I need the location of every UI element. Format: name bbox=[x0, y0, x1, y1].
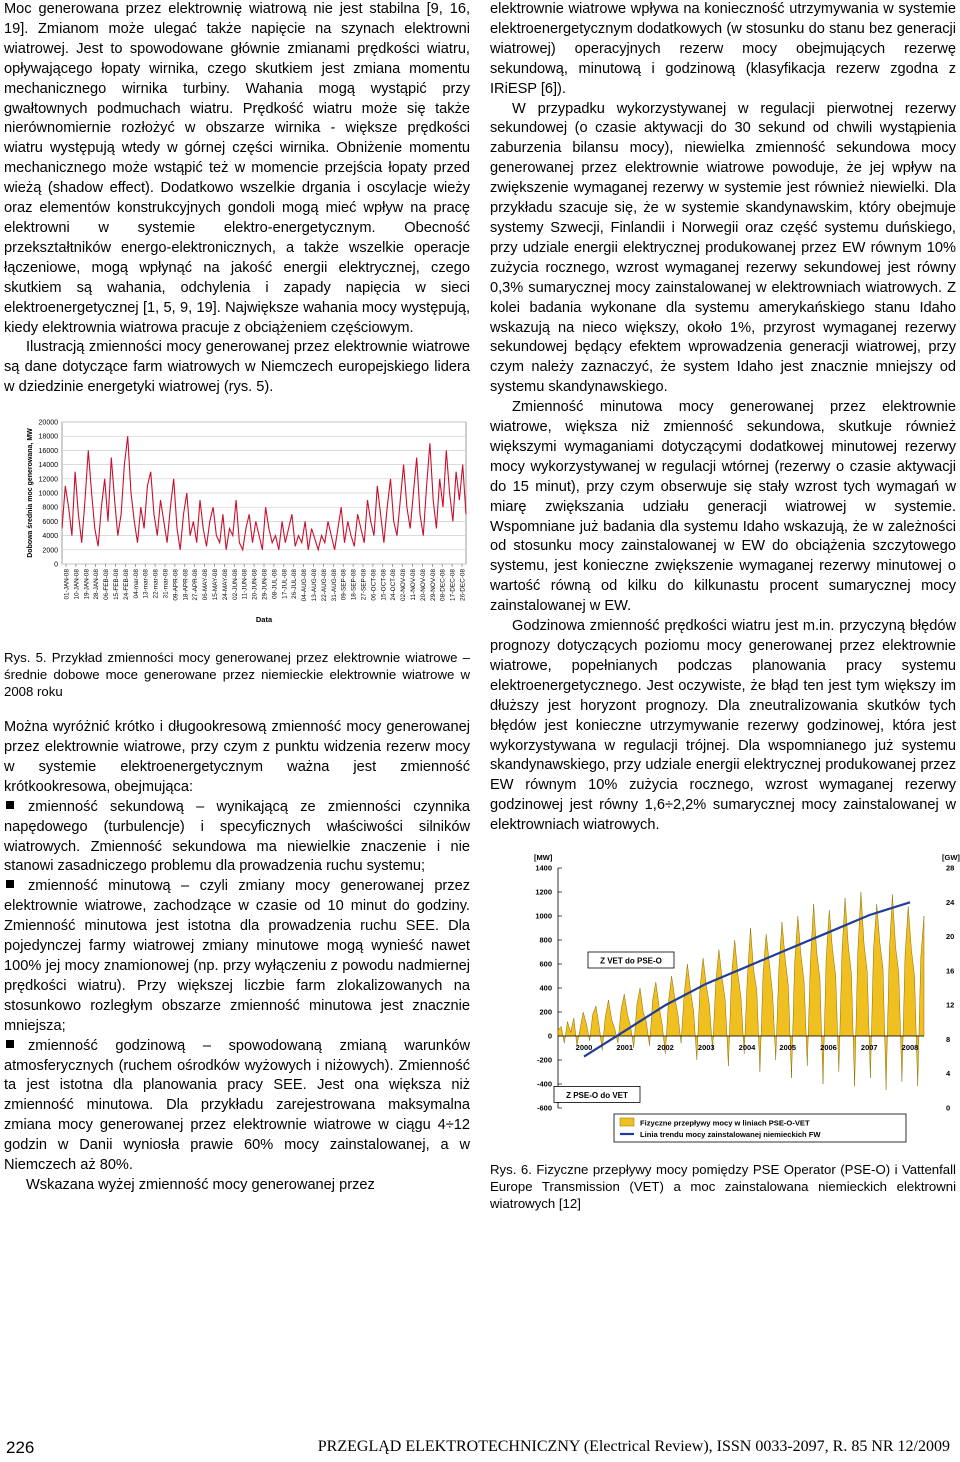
paragraph: Zmienność minutowa mocy generowanej przez elektrownie wiatrowe, większa niż zmienność sekundowa, skutkuje również większymi wymaganiami dotyczącymi dodatkowej minutowej rezerwy mocy wykorzystywanej w regulacji wtórnej (rezerwy o czasie aktywacji do 15 minut), przy czym obserwuje się stały wzrost tych wymagań w miarę zwiększania udziału generacji wiatrowej w systemie. Wspomniane już badania dla systemu Idaho wskazują, że w zależności od stosunku mocy zainstalowanej w EW do obciążenia szczytowego systemu, jest konieczne zwiększenie wymaganej rezerwy minutowej o wartość równą od kilku do kilkunastu procent sumarycznej mocy zainstalowanej w EW. bbox=[490, 399, 956, 615]
figure-6 bbox=[504, 846, 960, 1151]
y-tick-label: 16000 bbox=[38, 448, 58, 456]
x-tick-label: 15-FEB-08 bbox=[113, 569, 120, 601]
x-tick-label: 11-NOV-08 bbox=[410, 569, 417, 601]
journal-title: PRZEGLĄD ELEKTROTECHNICZNY (Electrical Review), ISSN 0033-2097, R. 85 NR 12/2009 bbox=[317, 1438, 950, 1455]
x-tick-label: 18-APR-08 bbox=[182, 569, 190, 601]
left-tick-label: 200 bbox=[539, 1007, 552, 1017]
right-axis-unit: [GW] bbox=[942, 853, 960, 863]
page-footer bbox=[0, 1436, 960, 1462]
paragraph: Wskazana wyżej zmienność mocy generowanej przez bbox=[26, 1176, 375, 1193]
paragraph: Ilustracją zmienności mocy generowanej przez elektrownie wiatrowe są dane dotyczące farm wiatrowych w Niemczech europejskiego lidera w dziedzinie energetyki wiatrowej (rys. 5). bbox=[4, 339, 470, 396]
page-number: 226 bbox=[6, 1438, 35, 1457]
power-flow-area bbox=[558, 892, 924, 1090]
x-tick-label: 2003 bbox=[697, 1043, 715, 1053]
right-tick-label: 24 bbox=[946, 897, 955, 907]
list-item: zmienność sekundową – wynikającą ze zmienności czynnika napędowego (turbulencje) i specyficznych właściwości silników wiatrowych. Zmienność sekundowa ma niewielkie znaczenie i nie stanowi zasadniczego problemu dla prowadzenia ruchu systemu; bbox=[4, 798, 470, 875]
x-tick-label: 27-APR-08 bbox=[192, 569, 200, 601]
x-tick-label: 15-OCT-08 bbox=[380, 569, 388, 601]
x-tick-label: 15-MAY-08 bbox=[212, 569, 219, 601]
x-tick-label: 10-JAN-08 bbox=[73, 569, 81, 600]
legend-label: Linia trendu mocy zainstalowanej niemieckich FW bbox=[640, 1130, 821, 1140]
right-tick-label: 16 bbox=[946, 966, 955, 976]
x-tick-label: 06-FEB-08 bbox=[103, 569, 111, 601]
left-tick-label: 1000 bbox=[535, 911, 552, 921]
x-tick-label: 17-DEC-08 bbox=[449, 569, 457, 602]
left-column bbox=[4, 0, 470, 1196]
annotation-label: Z PSE-O do VET bbox=[566, 1090, 628, 1100]
x-tick-label: 2000 bbox=[575, 1043, 593, 1053]
left-tick-label: 800 bbox=[539, 935, 552, 945]
power-flow-chart bbox=[504, 846, 960, 1146]
x-tick-label: 04-mar-08 bbox=[132, 569, 140, 599]
x-tick-label: 29-NOV-08 bbox=[429, 569, 437, 602]
x-tick-label: 04-AUG-08 bbox=[301, 569, 309, 602]
list-item: zmienność godzinową – spowodowaną zmianą warunków atmosferycznych (ruchem ośrodków wyżowych i niżowych). Zmienność ta jest istotna dla planowania pracy SEE. Jest ona większa niż zmienność minutowa. Dla przykładu zarejestrowana maksymalna zmiana mocy generowanej przez elektrownie wiatrowe w ciągu 4÷12 godzin w Danii wyniosła prawie 60% mocy zainstalowanej, a w Niemczech aż 80%. bbox=[4, 1037, 470, 1174]
left-tick-label: -200 bbox=[536, 1055, 552, 1065]
left-tick-label: 1400 bbox=[535, 863, 552, 873]
left-tick-label: -600 bbox=[536, 1103, 552, 1113]
x-tick-label: 24-OCT-08 bbox=[390, 569, 398, 601]
y-tick-label: 6000 bbox=[42, 519, 58, 527]
x-tick-label: 20-NOV-08 bbox=[419, 569, 427, 602]
y-tick-label: 10000 bbox=[38, 490, 58, 498]
legend bbox=[614, 1114, 906, 1142]
y-tick-label: 4000 bbox=[42, 533, 58, 541]
x-tick-label: 27-SEP-08 bbox=[360, 569, 368, 601]
paragraph: Można wyróżnić krótko i długookresową zmienność mocy generowanej przez elektrownie wiatrowe, przy czym z punktu widzenia rezerw mocy w systemie elektroenergetycznym ważna jest zmienność krótkookresowa, obejmująca: bbox=[4, 719, 470, 795]
bullet-icon bbox=[6, 801, 14, 809]
x-tick-label: 22-AUG-08 bbox=[320, 569, 328, 602]
right-tick-label: 8 bbox=[946, 1034, 951, 1044]
figure-5 bbox=[22, 412, 470, 635]
x-tick-label: 2007 bbox=[860, 1043, 878, 1053]
x-tick-label: 13-mar-08 bbox=[142, 569, 150, 599]
bullet-icon bbox=[6, 880, 14, 888]
y-tick-label: 0 bbox=[54, 561, 58, 569]
y-tick-label: 20000 bbox=[38, 419, 58, 427]
x-tick-label: 26-DEC-08 bbox=[459, 569, 467, 602]
wind-power-chart bbox=[22, 412, 472, 630]
left-tick-label: 600 bbox=[539, 959, 552, 969]
x-tick-label: 11-JUN-08 bbox=[241, 569, 249, 600]
y-tick-label: 12000 bbox=[38, 476, 58, 484]
x-tick-label: 08-JUL-08 bbox=[271, 569, 279, 599]
list-item: zmienność minutową – czyli zmiany mocy generowanej przez elektrownie wiatrowe, zachodzące w czasie od 10 minut do godziny. Zmienność minutowa jest istotna dla prowadzenia ruchu SEE. Dla pojedynczej farmy wiatrowej zmiany minutowe mogą wynieść nawet 100% jej mocy znamionowej (np. przy wyłączeniu z powodu nadmiernej prędkości wiatru). Przy większej liczbie farm zlokalizowanych na stosunkowo rozległym obszarze zmienność minutowa jest znacznie mniejsza; bbox=[4, 878, 470, 1034]
y-tick-label: 2000 bbox=[42, 547, 58, 555]
x-tick-label: 19-JAN-08 bbox=[83, 569, 91, 600]
bullet-icon bbox=[6, 1040, 14, 1048]
x-tick-label: 2002 bbox=[657, 1043, 674, 1053]
annotation-box bbox=[554, 1086, 640, 1102]
x-tick-label: 18-SEP-08 bbox=[350, 569, 358, 601]
x-tick-label: 31-AUG-08 bbox=[330, 569, 338, 602]
right-tick-label: 0 bbox=[946, 1103, 951, 1113]
right-tick-label: 4 bbox=[946, 1069, 951, 1079]
x-tick-label: 28-JAN-08 bbox=[93, 569, 101, 600]
x-tick-label: 22-mar-08 bbox=[152, 569, 160, 599]
x-tick-label: 2001 bbox=[616, 1043, 634, 1053]
left-tick-label: 0 bbox=[547, 1031, 552, 1041]
paragraph: W przypadku wykorzystywanej w regulacji pierwotnej rezerwy sekundowej (o czasie aktywacji do 30 sekund od chwili wystąpienia zaburzenia bilansu mocy), niewielka zmienność sekundowa mocy generowanej przez elektrownie wiatrowe powoduje, że jej wpływ na zwiększenie wymaganej rezerwy w systemie jest również niewielki. Dla przykładu szacuje się, że w systemie skandynawskim, który obejmuje systemy Szwecji, Finlandii i Norwegii oraz część systemu duńskiego, przy udziale energii elektrycznej produkowanej przez EW równym 10% zużycia rocznego, wzrost wymaganej rezerwy sekundowej jest równy 0,3% sumarycznej mocy zainstalowanej w elektrowniach wiatrowych. Z kolei badania wykonane dla systemu amerykańskiego stanu Idaho wskazują na nieco większy, około 1%, przyrost wymaganej rezerwy sekundowej będący efektem wprowadzenia generacji wiatrowej, przy czym należy zaznaczyć, że system Idaho jest znacznie mniejszy od systemu skandynawskiego. bbox=[490, 100, 956, 396]
x-tick-label: 02-NOV-08 bbox=[400, 569, 408, 602]
x-tick-label: 02-JUN-08 bbox=[231, 569, 239, 601]
x-tick-label: 09-SEP-08 bbox=[340, 569, 348, 601]
x-tick-label: 13-AUG-08 bbox=[311, 569, 318, 602]
x-tick-label: 31-mar-08 bbox=[162, 569, 170, 599]
y-tick-label: 18000 bbox=[38, 433, 58, 441]
figure-6-caption: Rys. 6. Fizyczne przepływy mocy pomiędzy PSE Operator (PSE-O) i Vattenfall Europe Transmission (VET) a moc zainstalowana niemieckich elektrowni wiatrowych [12] bbox=[490, 1162, 956, 1212]
paragraph: elektrownie wiatrowe wpływa na konieczność utrzymywania w systemie elektroenergetycznym dodatkowych (w stosunku do stanu bez generacji wiatrowej) operacyjnych rezerw mocy obejmujących rezerwę sekundową, minutową i godzinową (klasyfikacja rezerw zgodna z IRiESP [6]). bbox=[490, 1, 956, 97]
x-tick-label: 09-APR-08 bbox=[172, 569, 180, 601]
x-tick-label: 2006 bbox=[820, 1043, 837, 1053]
x-tick-label: 24-FEB-08 bbox=[122, 569, 130, 601]
right-tick-label: 20 bbox=[946, 932, 955, 942]
x-tick-label: 2004 bbox=[738, 1043, 756, 1053]
legend-label: Fizyczne przepływy mocy w liniach PSE-O-VET bbox=[640, 1118, 810, 1128]
figure-5-caption: Rys. 5. Przykład zmienności mocy generowanej przez elektrownie wiatrowe – średnie dobowe moce generowane przez niemieckie elektrownie wiatrowe w 2008 roku bbox=[4, 650, 470, 700]
legend-swatch bbox=[620, 1118, 634, 1126]
annotation-label: Z VET do PSE-O bbox=[600, 956, 662, 966]
x-tick-label: 06-MAY-08 bbox=[202, 569, 210, 601]
x-tick-label: 2005 bbox=[779, 1043, 797, 1053]
x-tick-label: 17-JUL-08 bbox=[281, 569, 289, 599]
y-tick-label: 14000 bbox=[38, 462, 58, 470]
x-tick-label: 29-JUN-08 bbox=[261, 569, 269, 601]
right-column bbox=[490, 0, 960, 1212]
paragraph: Moc generowana przez elektrownię wiatrową nie jest stabilna [9, 16, 19]. Zmianom może ulegać także napięcie na szynach elektrowni wiatrowej. Jest to spowodowane głównie zmianami prędkości wiatru, opływającego łopaty wirnika, czego skutkiem jest zmiana momentu mechanicznego wirnika turbiny. Wahania mogą wystąpić przy gwałtownych podmuchach wiatru. Prędkość wiatru może się także nierównomiernie rozłożyć w obszarze wirnika - większe prędkości wiatru występują wtedy w górnej części wirnika. Obniżenie momentu mechanicznego może wstąpić też w momencie przejścia łopaty przed wieżą (shadow effect). Dodatkowo wszelkie drgania i oscylacje wieży oraz elementów konstrukcyjnych gondoli mogą mieć wpływ na pracę elektrowni w systemie elektro-energetycznym. Obecność przekształtników energo-elektronicznych, a także wszelkie operacje łączeniowe, mogą wpłynąć na jakość energii elektrycznej, czego skutkiem są wahania, odchylenia i zapady napięcia w sieci elektroenergetycznej [1, 5, 9, 19]. Największe wahania mocy występują, kiedy elektrownia wiatrowa pracuje z obciążeniem częściowym. bbox=[4, 1, 470, 336]
y-tick-label: 8000 bbox=[42, 504, 58, 512]
x-tick-label: 06-OCT-08 bbox=[370, 569, 378, 601]
left-tick-label: 400 bbox=[539, 983, 552, 993]
right-tick-label: 28 bbox=[946, 863, 955, 873]
left-tick-label: 1200 bbox=[535, 887, 552, 897]
x-tick-label: 2008 bbox=[901, 1043, 919, 1053]
x-axis-label: Data bbox=[255, 615, 273, 625]
right-tick-label: 12 bbox=[946, 1000, 955, 1010]
annotation-box bbox=[588, 952, 674, 968]
x-tick-label: 26-JUL-08 bbox=[291, 569, 299, 599]
y-axis-label: Dobowa średnia moc generowana, MW bbox=[27, 428, 34, 558]
x-tick-label: 20-JUN-08 bbox=[251, 569, 259, 601]
left-axis-unit: [MW] bbox=[534, 853, 553, 863]
x-tick-label: 01-JAN-08 bbox=[63, 569, 71, 600]
x-tick-label: 08-DEC-08 bbox=[439, 569, 447, 602]
left-tick-label: -400 bbox=[536, 1079, 552, 1089]
paragraph: Godzinowa zmienność prędkości wiatru jest m.in. przyczyną błędów prognozy dotyczących poziomu mocy generowanej przez elektrownie wiatrowe, popełnianych podczas planowania pracy systemu elektroenergetycznego. Jest oczywiste, że błąd ten jest tym większy im dłuższy jest horyzont prognozy. Dla zneutralizowania skutków tych błędów jest konieczne utrzymywanie rezerwy godzinowej, która jest wykorzystywana w regulacji trójnej. Dla wspomnianego już systemu skandynawskiego, przy udziale energii elektrycznej produkowanej przez EW równym 10% zużycia rocznego, wzrost wymaganej rezerwy godzinowej jest równy 1,6÷2,2% sumarycznej mocy zainstalowanej w elektrowniach wiatrowych. bbox=[490, 618, 956, 834]
x-tick-label: 24-MAY-08 bbox=[221, 569, 229, 601]
